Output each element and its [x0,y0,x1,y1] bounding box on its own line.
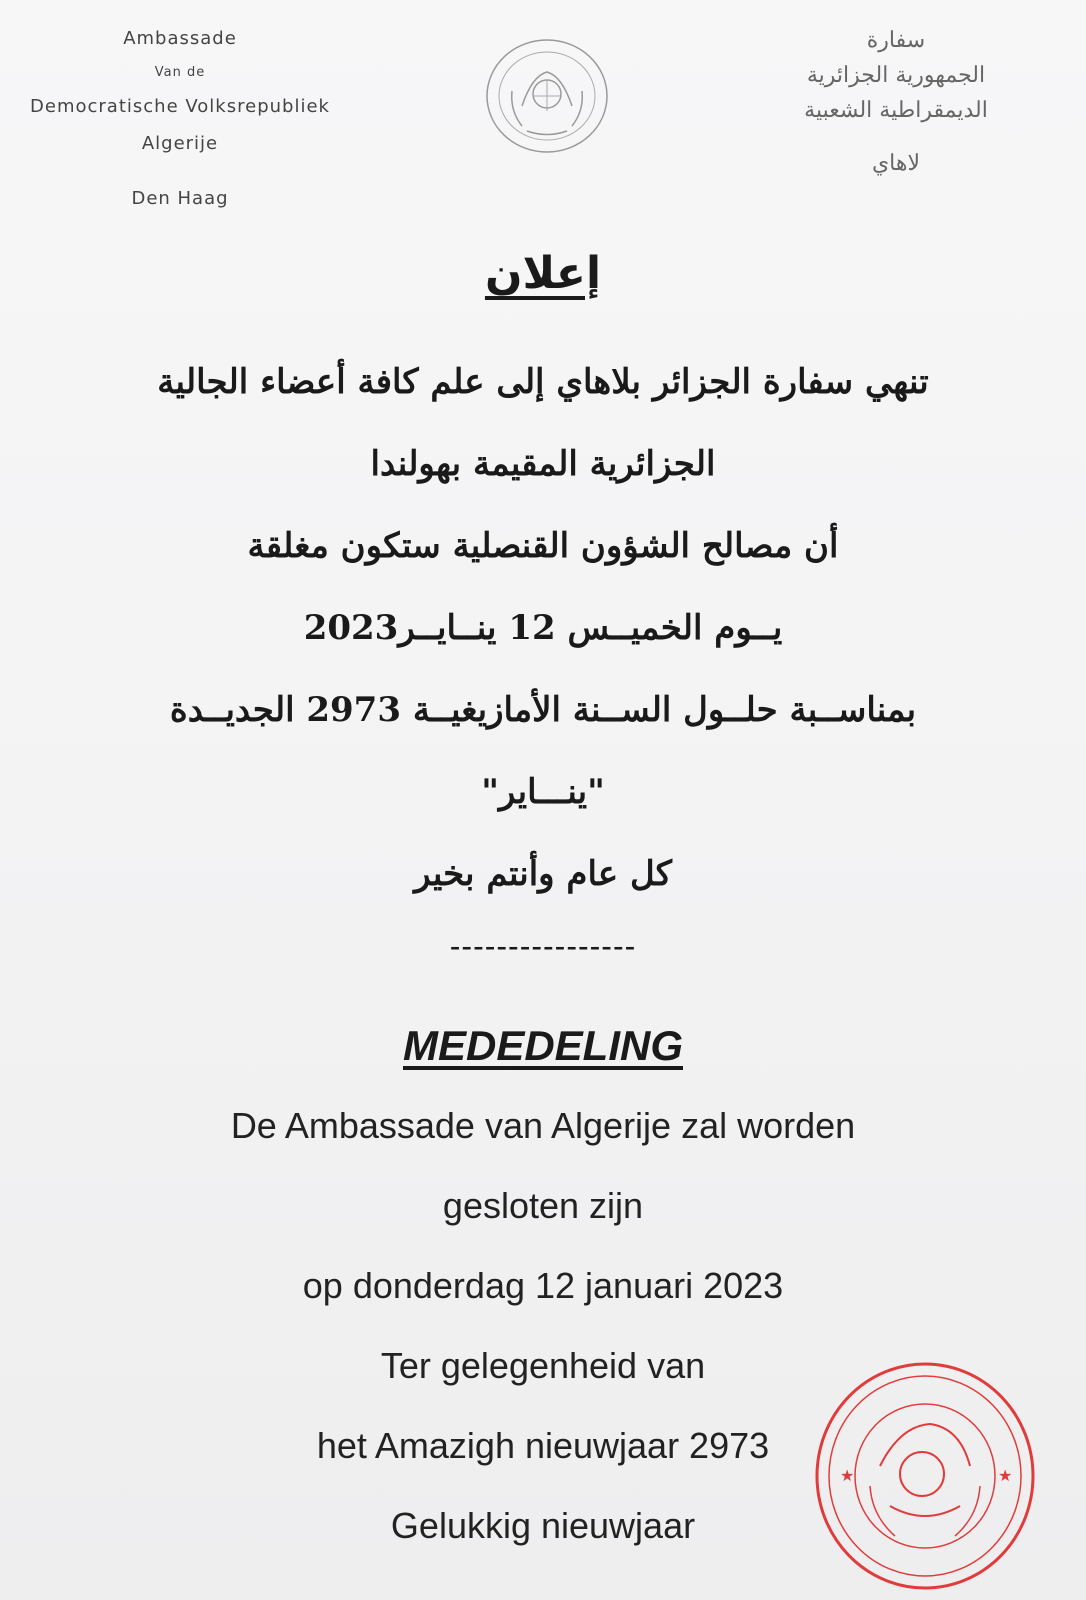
header-ar-line-3: الديمقراطية الشعبية [804,98,988,123]
notice-ar-line: "ينـــاير" [481,772,605,812]
header-nl-line-1: Ambassade [123,28,237,49]
header-ar-line-4: لاهاي [871,151,921,176]
notice-body-arabic [60,352,1026,926]
notice-nl-line: De Ambassade van Algerije zal worden [230,1105,856,1146]
notice-ar-line: الجزائرية المقيمة بهولندا [370,444,716,484]
notice-title-arabic [0,248,1086,299]
notice-nl-line: op donderdag 12 januari 2023 [302,1265,784,1306]
header-nl-line-2: Van de [154,65,206,80]
notice-ar-line: تنهي سفارة الجزائر بلاهاي إلى علم كافة أعضاء الجالية [157,362,929,402]
header-ar-line-2: الجمهورية الجزائرية [806,63,986,88]
algerian-emblem-icon [482,36,612,156]
notice-title-dutch [0,1022,1086,1070]
header-nl-line-3: Democratische Volksrepubliek [30,96,330,117]
embassy-header-arabic [766,28,1026,186]
notice-title-dutch-text: MEDEDELING [402,1022,683,1069]
notice-ar-line: يــوم الخميــس 12 ينــايــر2023 [303,608,783,648]
embassy-header-dutch [10,28,350,225]
header-nl-line-4: Algerije [141,133,219,154]
svg-text:★: ★ [840,1466,855,1485]
svg-text:★: ★ [998,1466,1013,1485]
header-ar-line-1: سفارة [866,28,926,53]
notice-nl-line: gesloten zijn [442,1185,644,1226]
notice-ar-line: كل عام وأنتم بخير [414,854,672,894]
notice-nl-line: Ter gelegenheid van [380,1345,706,1386]
notice-nl-line: Gelukkig nieuwjaar [390,1505,696,1546]
separator-line: ---------------- [449,928,637,964]
header-nl-line-5: Den Haag [131,188,229,209]
notice-ar-line: بمناســبة حلــول الســنة الأمازيغيــة 2973 الجديــدة [169,690,917,730]
notice-title-arabic-text: إعلان [484,248,602,299]
notice-nl-line: het Amazigh nieuwjaar 2973 [316,1425,770,1466]
notice-ar-line: أن مصالح الشؤون القنصلية ستكون مغلقة [247,526,839,566]
official-red-stamp-icon [810,1356,1040,1596]
